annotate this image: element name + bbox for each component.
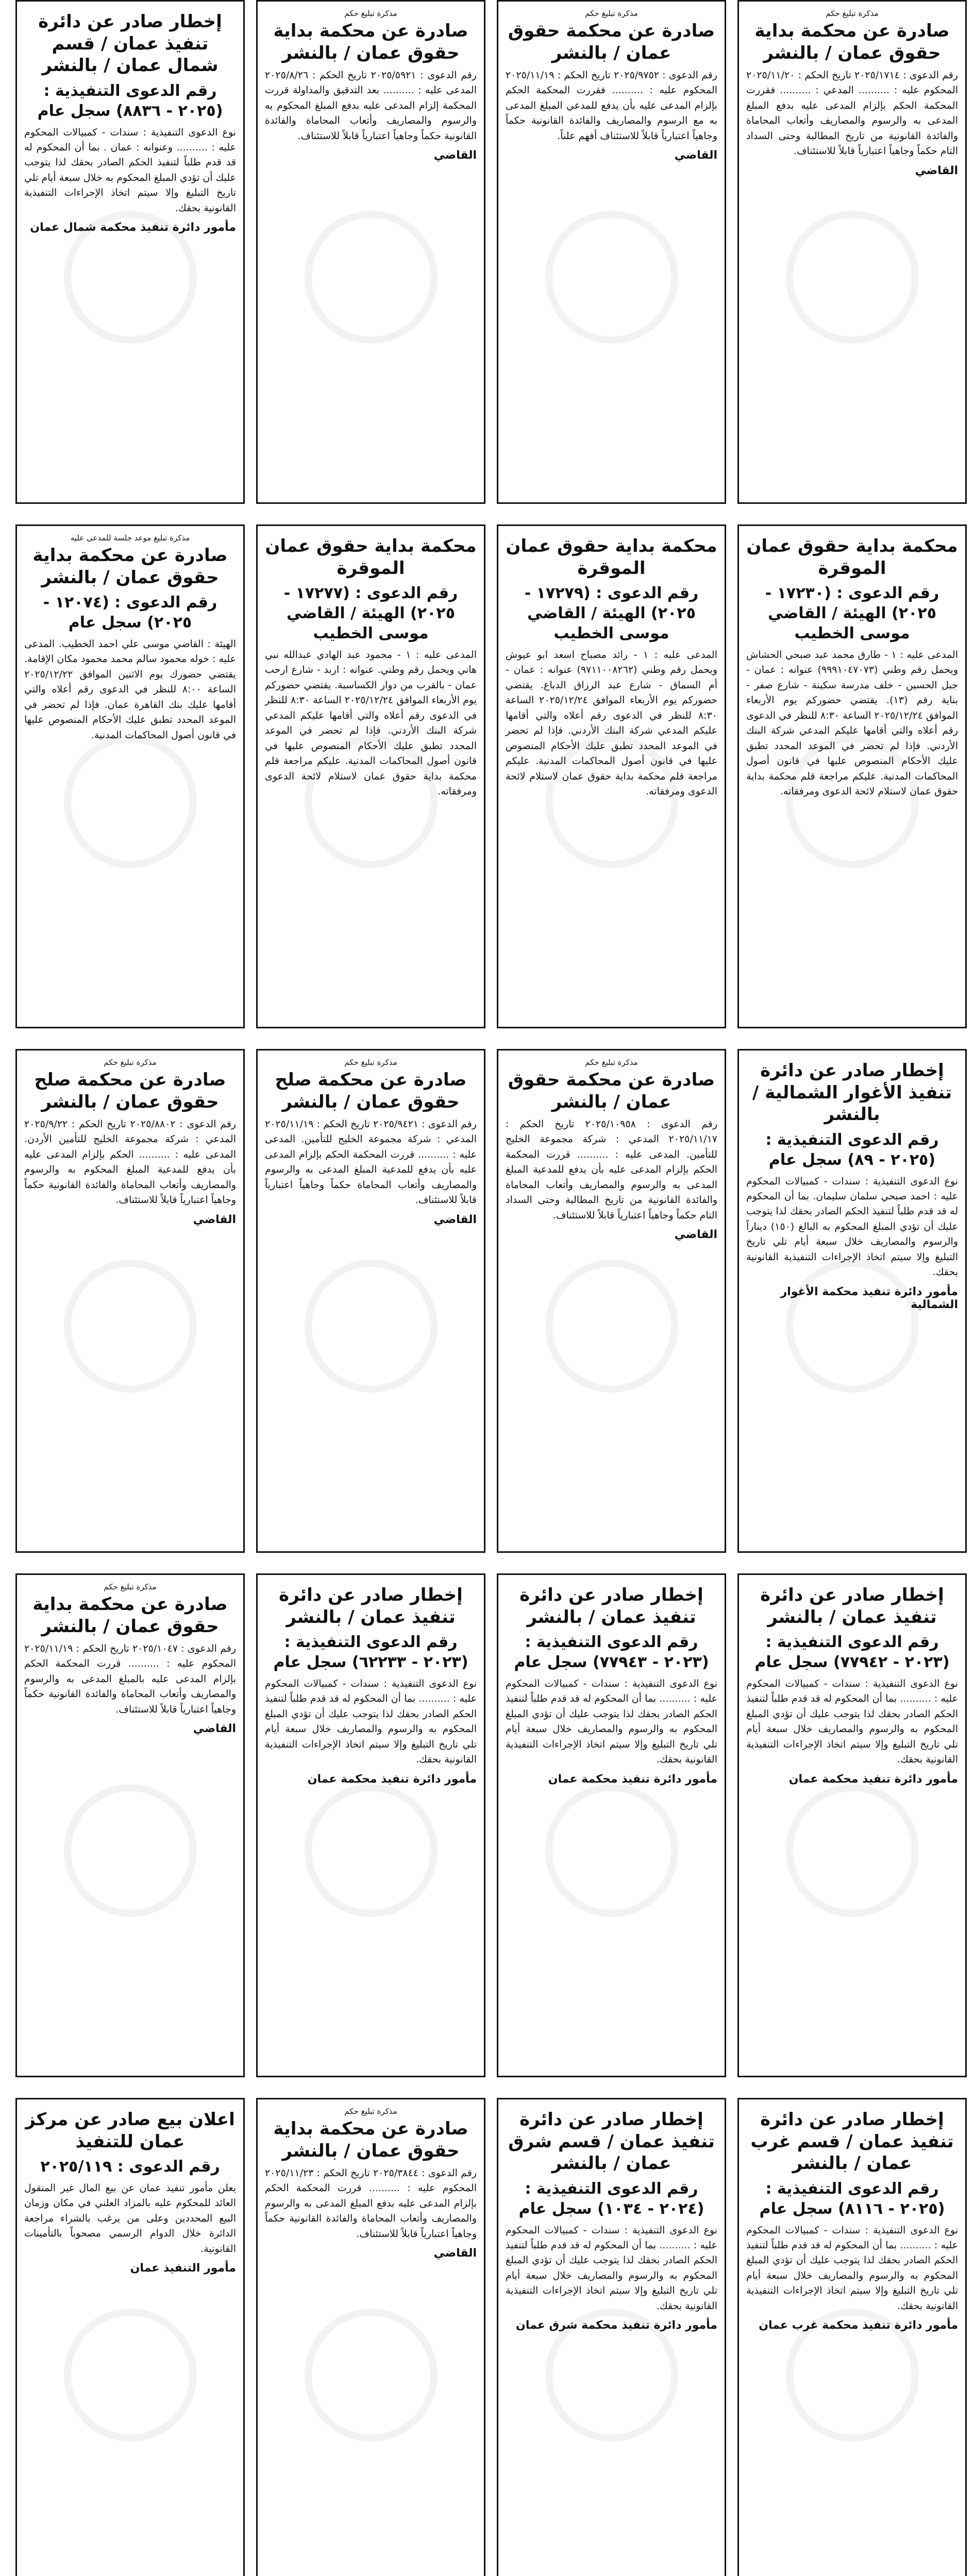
watermark-seal xyxy=(305,1260,438,1393)
notice-subheading: رقم الدعوى التنفيذية : (٢٠٢٥ - ٨١١٦) سجل عام xyxy=(759,2179,945,2218)
watermark-seal xyxy=(545,1260,678,1393)
notice-1 xyxy=(737,0,967,504)
watermark-seal xyxy=(64,1784,197,1917)
notice-subheading: رقم الدعوى التنفيذية : (٢٠٢٥ - ٨٩) سجل عام xyxy=(765,1130,939,1169)
notice-subheading: رقم الدعوى : (١٢٠٧٤ - ٢٠٢٥) سجل عام xyxy=(43,594,217,632)
notice-body: نوع الدعوى التنفيذية : سندات - كمبيالات المحكوم عليه : .......... بما أن المحكوم له قد قدم طلباً لتنفيذ الحكم الصادر بحقك لذا يتوجب عليك أن تؤدي المبلغ المحكوم به والرسوم والمصاريف خلال سبعة أيام تلي تاريخ التبليغ وإلا سيتم اتخاذ الإجراءات التنفيذية القانونية بحقك. xyxy=(265,1678,477,1766)
notice-heading: صادرة عن محكمة بداية حقوق عمان / بالنشر xyxy=(32,545,228,588)
notice-16 xyxy=(15,1573,245,2077)
notice-4 xyxy=(15,0,245,504)
notice-body: رقم الدعوى : ٢٠٢٥/٨٨٠٢ تاريخ الحكم : ٢٠٢٥/٩/٢٢ المدعي : شركة مجموعة الخليج للتأمين الأردن. المدعى عليه : .......... الحكم بإلزام المدعى عليه بأن يدفع للمدعية المبلغ المحكوم به والرسوم والمصاريف وأتعاب المحاماة والفائدة القانونية حكماً وجاهياً اعتبارياً قابلاً للاستئناف. xyxy=(24,1118,236,1206)
notice-kicker: مذكرة تبليغ حكم xyxy=(104,1058,157,1067)
notice-body: المدعى عليه : ١ - محمود عبد الهادي عبدالله نبي هاني ويحمل رقم وطني. عنوانه : اربد - شارع ارحب عمان - بالقرب من دوار الكساسبة. يقتضي حضوركم يوم الأربعاء الموافق ٢٠٢٥/١٢/٢٤ الساعة ٨:٣٠ للنظر في الدعوى رقم أعلاه والتي أقامها عليكم المدعي شركة البنك الأردني. فإذا لم تحضر في الموعد المحدد تطبق عليك الأحكام المنصوص عليها في قانون أصول المحاكمات المدنية. عليكم مراجعة قلم محكمة بداية حقوق عمان لاستلام لائحة الدعوى ومرفقاته. xyxy=(265,649,477,797)
notice-10 xyxy=(497,1049,726,1553)
notice-kicker: مذكرة تبليغ حكم xyxy=(344,9,397,18)
notice-body: رقم الدعوى : ٢٠٢٥/١٠٤٧ تاريخ الحكم : ٢٠٢٥/١١/١٩ المحكوم عليه : .......... قررت المحكمة الحكم بإلزام المدعى عليه بالمبلغ المدعى به والرسوم والمصاريف وأتعاب المحاماة والفائدة القانونية حكماً وجاهياً اعتبارياً قابلاً للاستئناف. xyxy=(24,1643,236,1715)
watermark-seal xyxy=(786,211,919,344)
notice-13 xyxy=(737,1573,967,2077)
notice-signature: القاضي xyxy=(433,149,477,162)
notice-heading: صادرة عن محكمة بداية حقوق عمان / بالنشر xyxy=(754,21,950,63)
watermark-seal xyxy=(305,211,438,344)
notice-body: الهيئة : القاضي موسى علي احمد الخطيب. المدعى عليه : خوله محمود سالم محمد محمود مكان الإقامة. يقتضي حضورك يوم الاثنين الموافق ٢٠٢٥/١٢/٢٢ الساعة ٨:٠٠ للنظر في الدعوى رقم أعلاه والتي أقامها عليك بنك القاهرة عمان. فإذا لم تحضر في الموعد المحدد تطبق عليك الأحكام المنصوص عليها في قانون أصول المحاكمات المدنية. xyxy=(24,638,237,741)
notice-heading: إخطار صادر عن دائرة تنفيذ الأغوار الشمالية / بالنشر xyxy=(752,1060,952,1125)
notice-18 xyxy=(497,2098,726,2576)
notice-5 xyxy=(737,524,967,1028)
notice-heading: محكمة بداية حقوق عمان الموقرة xyxy=(265,536,477,579)
notice-heading: إخطار صادر عن دائرة تنفيذ عمان / قسم شرق عمان / بالنشر xyxy=(508,2109,715,2174)
notice-heading: صادرة عن محكمة صلح حقوق عمان / بالنشر xyxy=(34,1070,226,1112)
notice-signature: القاضي xyxy=(433,2247,477,2260)
notice-body: رقم الدعوى : ٢٠٢٥/٩٧٥٢ تاريخ الحكم : ٢٠٢٥/١١/١٩ المحكوم عليه : .......... فقررت المحكمة الحكم بإلزام المدعى عليه بأن يدفع للمدعي المبلغ المدعى به مع الرسوم والمصاريف والفائدة القانونية حكماً وجاهياً اعتبارياً قابلاً للاستئناف أفهم علناً. xyxy=(506,70,717,142)
notice-heading: صادرة عن محكمة بداية حقوق عمان / بالنشر xyxy=(32,1594,228,1637)
notice-heading: إخطار صادر عن دائرة تنفيذ عمان / قسم غرب عمان / بالنشر xyxy=(750,2109,954,2174)
notice-signature: القاضي xyxy=(674,149,717,162)
notice-body: نوع الدعوى التنفيذية : سندات - كمبيالات المحكوم عليه : .......... بما أن المحكوم له قد قدم طلباً لتنفيذ الحكم الصادر بحقك لذا يتوجب عليك أن تؤدي المبلغ المحكوم به والرسوم والمصاريف خلال سبعة أيام تلي تاريخ التبليغ وإلا سيتم اتخاذ الإجراءات التنفيذية القانونية بحقك. xyxy=(506,1678,717,1766)
notice-14 xyxy=(497,1573,726,2077)
notice-kicker: مذكرة تبليغ حكم xyxy=(104,1582,157,1591)
watermark-seal xyxy=(64,1260,197,1393)
notice-kicker: مذكرة تبليغ حكم xyxy=(344,1058,397,1067)
notice-body: رقم الدعوى : ٢٠٢٥/١٧١٤ تاريخ الحكم : ٢٠٢٥/١١/٢٠ المحكوم عليه : .......... المدعي : .......... فقررت المحكمة الحكم بإلزام المدعى عليه بدفع المبلغ المدعى به والرسوم والمصاريف وأتعاب المحاماة والفائدة القانونية من تاريخ المطالبة وحتى السداد التام حكماً وجاهياً اعتبارياً قابلاً للاستئناف. xyxy=(746,70,958,157)
notice-body: رقم الدعوى : ٢٠٢٥/١٠٩٥٨ تاريخ الحكم : ٢٠٢٥/١١/١٧ المدعي : شركة مجموعة الخليج للتأمين. المدعى عليه : .......... قررت المحكمة الحكم بإلزام المدعى عليه بأن يدفع للمدعية المبلغ المدعى به والرسوم والمصاريف وأتعاب المحاماة والفائدة القانونية من تاريخ المطالبة وحتى السداد التام حكماً وجاهياً اعتبارياً قابلاً للاستئناف. xyxy=(506,1118,717,1221)
notice-9 xyxy=(737,1049,967,1553)
notice-subheading: رقم الدعوى : (١٧٢٣٠ - ٢٠٢٥) الهيئة / القاضي موسى الخطيب xyxy=(765,584,939,642)
notice-subheading: رقم الدعوى التنفيذية : (٢٠٢٤ - ١٠٣٤) سجل عام xyxy=(518,2179,704,2218)
notice-kicker: مذكرة تبليغ حكم xyxy=(585,9,638,18)
notice-heading: إخطار صادر عن دائرة تنفيذ عمان / قسم شمال عمان / بالنشر xyxy=(38,11,222,76)
notice-body: رقم الدعوى : ٢٠٢٥/٣٨٤٤ تاريخ الحكم : ٢٠٢٥/١١/٢٣ المحكوم عليه : .......... قررت المحكمة الحكم بإلزام المدعى عليه بدفع المبلغ المدعى به والرسوم والمصاريف وأتعاب المحاماة والفائدة القانونية حكماً وجاهياً اعتبارياً قابلاً للاستئناف. xyxy=(265,2167,477,2240)
watermark-seal xyxy=(305,1784,438,1917)
notice-heading: محكمة بداية حقوق عمان الموقرة xyxy=(506,536,717,579)
watermark-seal xyxy=(64,2309,197,2442)
watermark-seal xyxy=(64,735,197,868)
notice-19 xyxy=(256,2098,485,2576)
notice-20 xyxy=(15,2098,245,2576)
notice-subheading: رقم الدعوى التنفيذية : (٢٠٢٣ - ٦٢٢٣٣) سجل عام xyxy=(273,1633,468,1671)
notice-2 xyxy=(497,0,726,504)
notice-subheading: رقم الدعوى التنفيذية : (٢٠٢٥ - ٨٨٣٦) سجل عام xyxy=(37,81,223,120)
notice-signature: مأمور التنفيذ عمان xyxy=(130,2262,236,2275)
notice-signature: مأمور دائرة تنفيذ محكمة غرب عمان xyxy=(759,2319,958,2332)
notice-body: نوع الدعوى التنفيذية : سندات - كمبيالات المحكوم عليه : .......... بما أن المحكوم له قد قدم طلباً لتنفيذ الحكم الصادر بحقك لذا يتوجب عليك أن تؤدي المبلغ المحكوم به والرسوم والمصاريف خلال سبعة أيام تلي تاريخ التبليغ وإلا سيتم اتخاذ الإجراءات التنفيذية القانونية بحقك. xyxy=(506,2224,717,2312)
notice-heading: صادرة عن محكمة بداية حقوق عمان / بالنشر xyxy=(273,2119,468,2161)
notice-signature: القاضي xyxy=(193,1213,236,1226)
watermark-seal xyxy=(545,1784,678,1917)
notice-signature: مأمور دائرة تنفيذ محكمة عمان xyxy=(307,1772,477,1786)
notice-kicker: مذكرة تبليغ حكم xyxy=(585,1058,638,1067)
notice-signature: مأمور دائرة تنفيذ محكمة الأغوار الشمالية xyxy=(780,1285,958,1311)
notice-signature: القاضي xyxy=(674,1228,717,1242)
notice-body: يعلن مأمور تنفيذ عمان عن بيع المال غير المنقول العائد للمحكوم عليه بالمزاد العلني في مكان وزمان البيع المحددين وعلى من يرغب بالشراء مراجعة الدائرة خلال الدوام الرسمي مصحوباً بالتأمينات القانونية. xyxy=(24,2182,236,2255)
notice-subheading: رقم الدعوى : (١٧٢٧٩ - ٢٠٢٥) الهيئة / القاضي موسى الخطيب xyxy=(524,584,699,642)
notice-6 xyxy=(497,524,726,1028)
watermark-seal xyxy=(305,2309,438,2442)
notice-body: نوع الدعوى التنفيذية : سندات - كمبيالات المحكوم عليه : .......... بما أن المحكوم له قد قدم طلباً لتنفيذ الحكم الصادر بحقك لذا يتوجب عليك أن تؤدي المبلغ المحكوم به والرسوم والمصاريف خلال سبعة أيام تلي تاريخ التبليغ وإلا سيتم اتخاذ الإجراءات التنفيذية القانونية بحقك. xyxy=(746,2224,958,2312)
notice-heading: محكمة بداية حقوق عمان الموقرة xyxy=(746,536,958,579)
notice-heading: إخطار صادر عن دائرة تنفيذ عمان / بالنشر xyxy=(519,1585,703,1628)
notice-12 xyxy=(15,1049,245,1553)
notice-body: المدعى عليه : ١ - طارق محمد عبد صبحي الحشاش ويحمل رقم وطني (٩٩٩١٠٤٧٠٧٣) عنوانه : عمان - جبل الحسين - خلف مدرسة سكينة - شارع صفر - بناية رقم (١٣). يقتضي حضوركم يوم الأربعاء الموافق ٢٠٢٥/١٢/٢٤ الساعة ٨:٣٠ للنظر في الدعوى رقم أعلاه والتي أقامها عليكم المدعي شركة البنك الأردني. فإذا لم تحضر في الموعد المحدد تطبق عليك الأحكام المنصوص عليها في قانون أصول المحاكمات المدنية. عليكم مراجعة قلم محكمة بداية حقوق عمان لاستلام لائحة الدعوى ومرفقاته. xyxy=(746,649,959,797)
notice-body: المدعى عليه : ١ - رائد مصباح اسعد ابو عيوش ويحمل رقم وطني (٩٧١١٠٠٨٢٦٢) عنوانه : عمان - أم السماق - شارع عبد الرزاق الدباغ. يقتضي حضوركم يوم الأربعاء الموافق ٢٠٢٥/١٢/٢٤ الساعة ٨:٣٠ للنظر في الدعوى رقم أعلاه والتي أقامها عليكم المدعي شركة البنك الأردني. فإذا لم تحضر في الموعد المحدد تطبق عليك الأحكام المنصوص عليها في قانون أصول المحاكمات المدنية. عليكم مراجعة قلم محكمة بداية حقوق عمان لاستلام لائحة الدعوى ومرفقاته. xyxy=(506,649,718,797)
notice-signature: مأمور دائرة تنفيذ محكمة شمال عمان xyxy=(30,221,236,234)
notice-subheading: رقم الدعوى التنفيذية : (٢٠٢٣ - ٧٧٩٤٢) سجل عام xyxy=(754,1633,950,1671)
notice-signature: مأمور دائرة تنفيذ محكمة عمان xyxy=(788,1772,958,1786)
notice-11 xyxy=(256,1049,485,1553)
notice-8 xyxy=(15,524,245,1028)
notice-15 xyxy=(256,1573,485,2077)
notice-body: نوع الدعوى التنفيذية : سندات - كمبيالات المحكوم عليه : احمد صبحي سلمان سليمان. بما أن المحكوم له قد قدم طلباً لتنفيذ الحكم الصادر بحقك لذا يتوجب عليك أن تؤدي المبلغ المحكوم به البالغ (١٥٠) ديناراً والرسوم والمصاريف خلال سبعة أيام تلي تاريخ التبليغ وإلا سيتم اتخاذ الإجراءات التنفيذية القانونية بحقك. xyxy=(746,1175,958,1278)
notice-heading: صادرة عن محكمة صلح حقوق عمان / بالنشر xyxy=(275,1070,467,1112)
notice-heading: صادرة عن محكمة حقوق عمان / بالنشر xyxy=(508,21,715,63)
notice-17 xyxy=(737,2098,967,2576)
notice-signature: القاضي xyxy=(193,1722,236,1736)
notice-body: نوع الدعوى التنفيذية : سندات - كمبيالات المحكوم عليه : .......... بما أن المحكوم له قد قدم طلباً لتنفيذ الحكم الصادر بحقك لذا يتوجب عليك أن تؤدي المبلغ المحكوم به والرسوم والمصاريف خلال سبعة أيام تلي تاريخ التبليغ وإلا سيتم اتخاذ الإجراءات التنفيذية القانونية بحقك. xyxy=(746,1678,958,1766)
notice-3 xyxy=(256,0,485,504)
notice-subheading: رقم الدعوى التنفيذية : (٢٠٢٣ - ٧٧٩٤٣) سجل عام xyxy=(514,1633,709,1671)
notice-subheading: رقم الدعوى : (١٧٢٧٧ - ٢٠٢٥) الهيئة / القاضي موسى الخطيب xyxy=(283,584,458,642)
notice-heading: صادرة عن محكمة بداية حقوق عمان / بالنشر xyxy=(273,21,468,63)
notice-signature: مأمور دائرة تنفيذ محكمة عمان xyxy=(548,1772,717,1786)
notice-signature: مأمور دائرة تنفيذ محكمة شرق عمان xyxy=(516,2319,717,2332)
notice-kicker: مذكرة تبليغ موعد جلسة للمدعى عليه xyxy=(70,533,190,543)
notice-kicker: مذكرة تبليغ حكم xyxy=(344,2107,397,2116)
notice-heading: إخطار صادر عن دائرة تنفيذ عمان / بالنشر xyxy=(279,1585,463,1628)
notice-7 xyxy=(256,524,485,1028)
notice-heading: صادرة عن محكمة حقوق عمان / بالنشر xyxy=(508,1070,715,1112)
notice-subheading: رقم الدعوى : ٢٠٢٥/١١٩ xyxy=(40,2158,220,2176)
notice-body: رقم الدعوى : ٢٠٢٥/٥٩٢١ تاريخ الحكم : ٢٠٢٥/٨/٢٦ المدعى عليه : .......... بعد التدقيق والمداولة قررت المحكمة إلزام المدعى عليه بدفع المبلغ المحكوم به والرسوم والمصاريف وأتعاب المحاماة والفائدة القانونية حكماً وجاهياً اعتبارياً قابلاً للاستئناف. xyxy=(265,70,477,142)
watermark-seal xyxy=(786,1784,919,1917)
notice-heading: اعلان بيع صادر عن مركز عمان للتنفيذ xyxy=(25,2109,235,2152)
notice-heading: إخطار صادر عن دائرة تنفيذ عمان / بالنشر xyxy=(760,1585,944,1628)
notice-signature: القاضي xyxy=(915,164,958,177)
notice-body: نوع الدعوى التنفيذية : سندات - كمبيالات المحكوم عليه : .......... وعنوانه : عمان . بما أن المحكوم له قد قدم طلباً لتنفيذ الحكم الصادر بحقك لذا يتوجب عليك أن تؤدي المبلغ المحكوم به خلال سبعة أيام تلي تاريخ التبليغ وإلا سيتم اتخاذ الإجراءات التنفيذية القانونية بحقك. xyxy=(24,126,236,214)
notice-kicker: مذكرة تبليغ حكم xyxy=(826,9,879,18)
notice-signature: القاضي xyxy=(433,1213,477,1226)
notice-body: رقم الدعوى : ٢٠٢٥/٩٤٢١ تاريخ الحكم : ٢٠٢٥/١١/١٩ المدعي : شركة مجموعة الخليج للتأمين. المدعى عليه : .......... قررت المحكمة الحكم بإلزام المدعى عليه بأن يدفع للمدعية المبلغ المدعى به والرسوم والمصاريف وأتعاب المحاماة حكماً وجاهياً اعتبارياً قابلاً للاستئناف. xyxy=(265,1118,477,1206)
watermark-seal xyxy=(545,211,678,344)
